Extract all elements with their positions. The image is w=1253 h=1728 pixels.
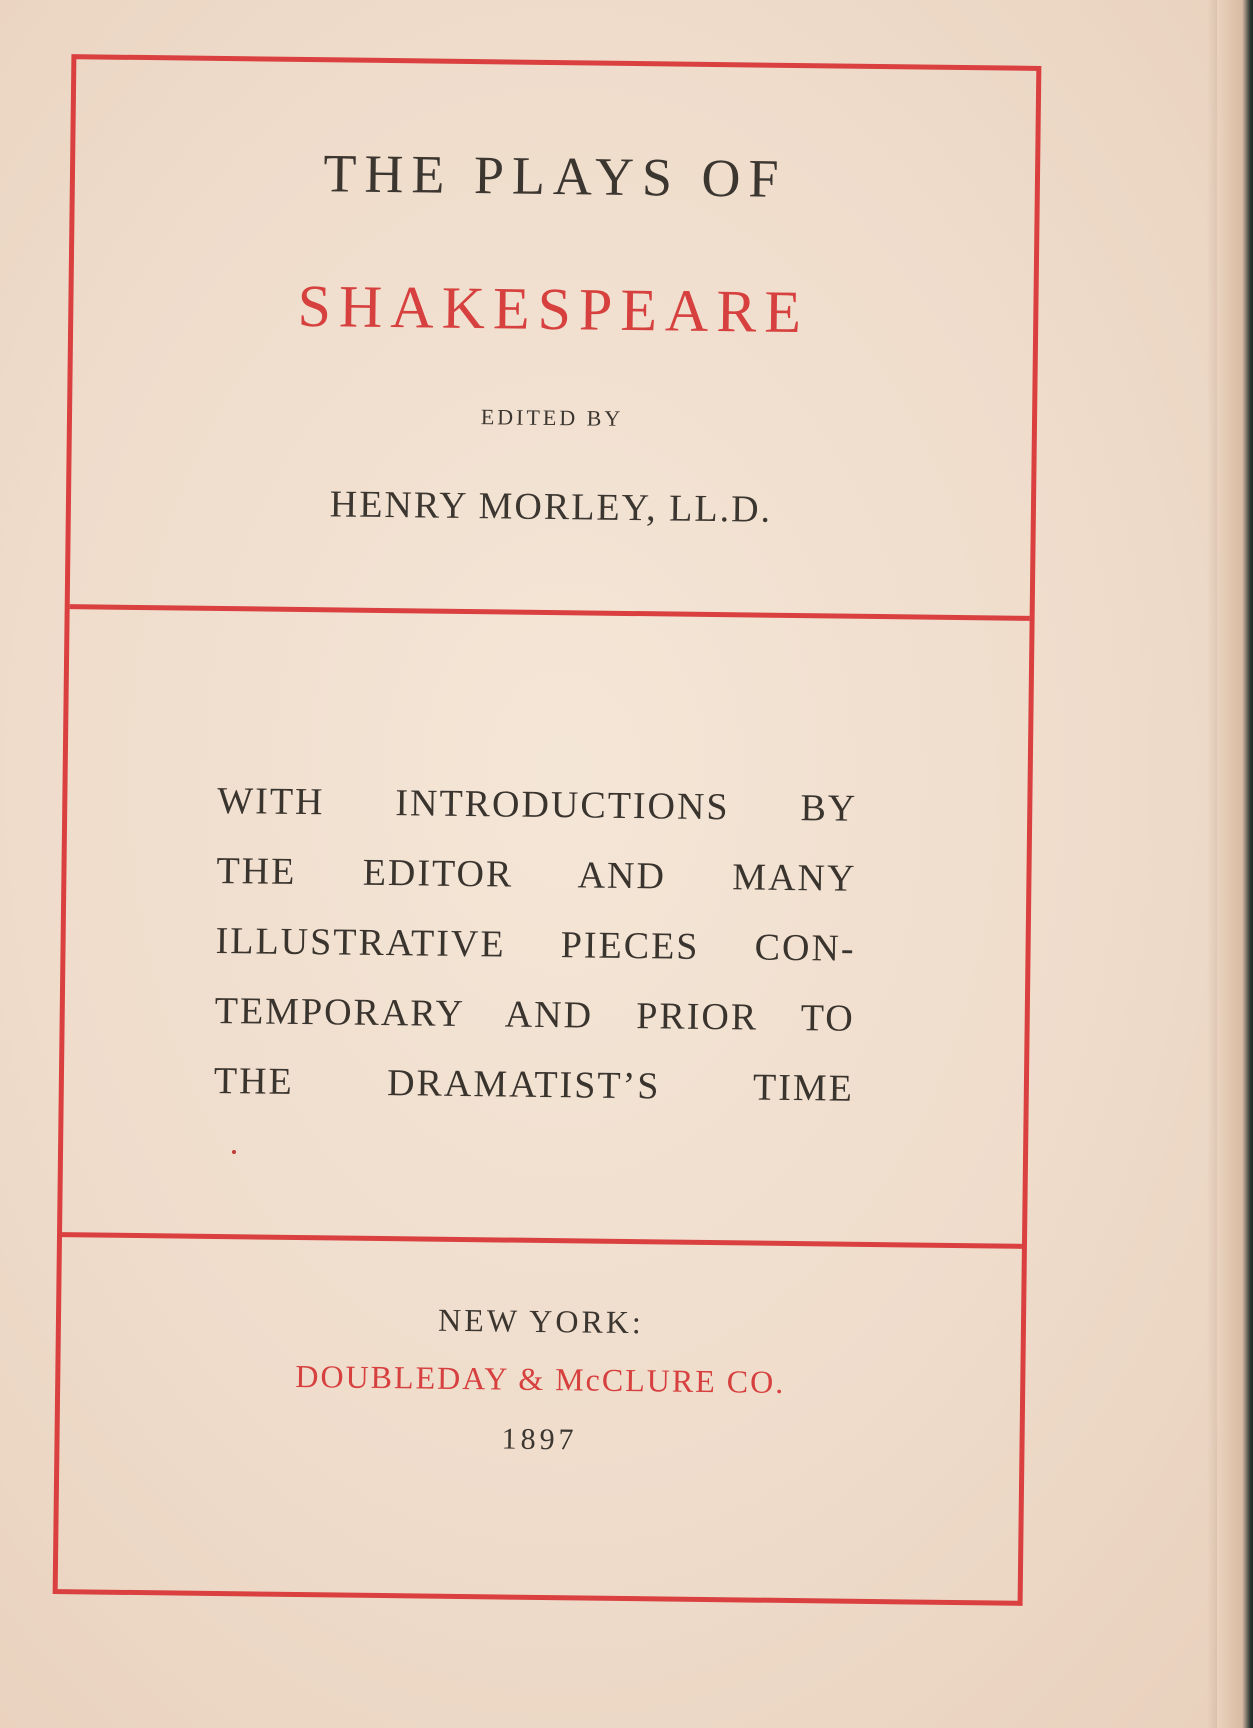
editor-name: HENRY MORLEY, LL.D.	[329, 483, 773, 531]
description-line: THE DRAMATIST’S TIME	[213, 1059, 855, 1110]
description-line: WITH INTRODUCTIONS BY	[217, 779, 858, 830]
imprint-panel	[58, 1237, 1022, 1601]
publication-city: NEW YORK:	[437, 1301, 645, 1341]
edited-by-label: EDITED BY	[480, 404, 624, 431]
description-panel	[62, 604, 1030, 1249]
description-line: TEMPORARY AND PRIOR TO	[214, 989, 855, 1040]
description-line: THE EDITOR AND MANY	[216, 849, 857, 900]
publication-year: 1897	[501, 1422, 578, 1457]
title-page-frame	[53, 54, 1042, 1606]
page-gutter-shadow	[1207, 0, 1217, 1728]
book-title: THE PLAYS OF	[323, 143, 787, 209]
description-line: ILLUSTRATIVE PIECES CON-	[215, 919, 856, 970]
publisher-name: DOUBLEDAY & McCLURE CO.	[295, 1357, 786, 1400]
description-text	[213, 766, 857, 1124]
title-panel	[70, 59, 1037, 616]
book-author: SHAKESPEARE	[297, 272, 810, 346]
ink-speck	[232, 1150, 236, 1154]
book-cover-edge	[1217, 0, 1253, 1728]
